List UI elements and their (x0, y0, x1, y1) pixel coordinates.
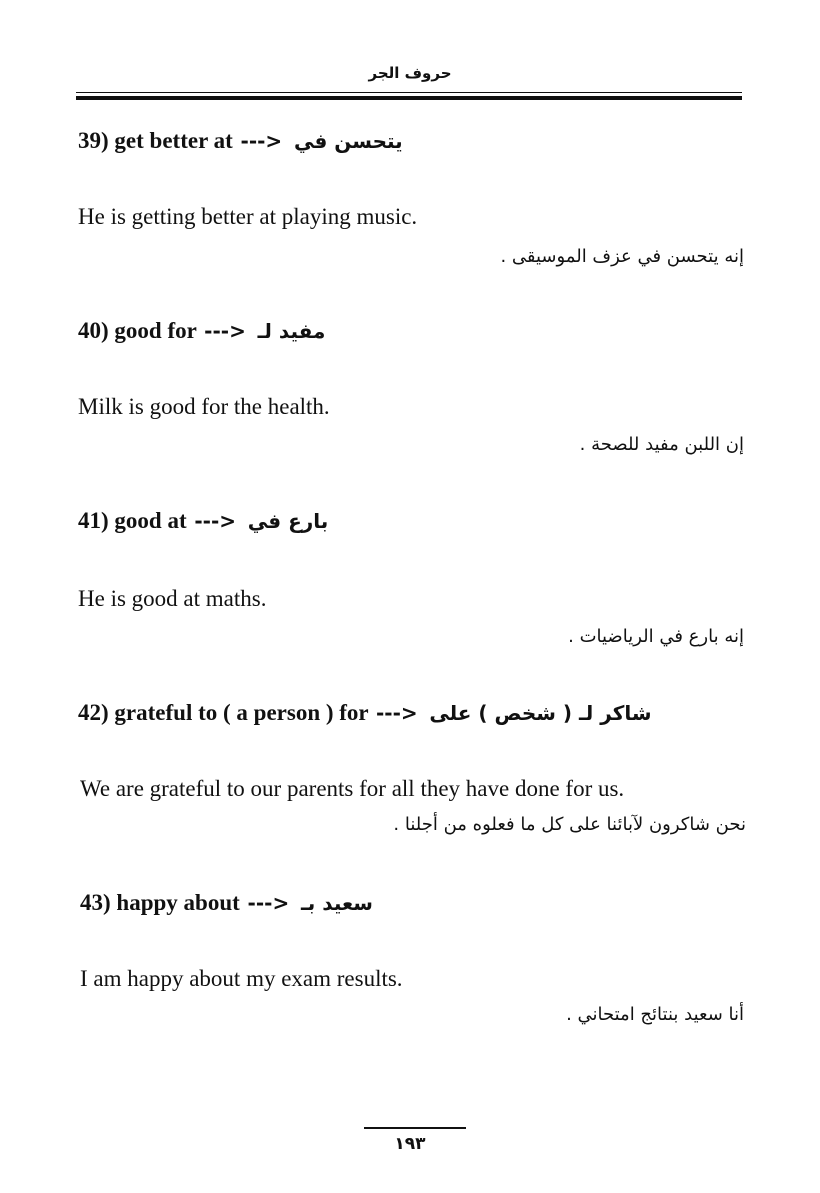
entry-example-43: I am happy about my exam results. (80, 966, 403, 991)
entry-example-39: He is getting better at playing music. (78, 204, 418, 229)
entry-translation-42: نحن شاكرون لآبائنا على كل ما فعلوه من أجلنا . (393, 814, 746, 835)
arrow-icon: ---> (204, 319, 246, 343)
entry-heading-39 (78, 128, 403, 154)
arrow-icon: ---> (247, 891, 290, 915)
entry-heading-42 (78, 700, 652, 726)
entry-heading-40 (78, 318, 325, 344)
entry-heading-43 (80, 890, 373, 916)
entry-example-41: He is good at maths. (78, 586, 267, 611)
entry-number: 40) (78, 318, 109, 343)
header-divider-thin (76, 92, 742, 93)
entry-phrase: good at (114, 508, 187, 533)
entry-translation-41: إنه بارع في الرياضيات . (568, 626, 744, 647)
entry-arabic-meaning: يتحسن في (293, 129, 403, 153)
entry-number: 39) (78, 128, 109, 153)
entry-example-40: Milk is good for the health. (78, 394, 330, 419)
footer-divider (364, 1127, 466, 1129)
entry-heading-41 (78, 508, 328, 534)
entry-arabic-meaning: شاكر لـ ( شخص ) على (429, 701, 652, 725)
arrow-icon: ---> (375, 701, 418, 725)
entry-arabic-meaning: بارع في (247, 509, 329, 533)
running-header-title: حروف الجر (368, 64, 452, 82)
arrow-icon: ---> (194, 509, 237, 533)
entry-number: 43) (80, 890, 111, 915)
entry-number: 41) (78, 508, 109, 533)
entry-phrase: get better at (114, 128, 233, 153)
header-divider-thick (76, 96, 742, 100)
entry-number: 42) (78, 700, 109, 725)
entry-phrase: good for (114, 318, 197, 343)
entry-translation-39: إنه يتحسن في عزف الموسيقى . (500, 246, 744, 267)
entry-phrase: happy about (116, 890, 240, 915)
entry-phrase: grateful to ( a person ) for (114, 700, 369, 725)
arrow-icon: ---> (240, 129, 283, 153)
page-number: ١٩٣ (394, 1134, 426, 1154)
entry-translation-43: أنا سعيد بنتائج امتحاني . (566, 1004, 744, 1025)
entry-example-42: We are grateful to our parents for all they have done for us. (80, 776, 625, 801)
entry-translation-40: إن اللبن مفيد للصحة . (579, 434, 744, 455)
entry-arabic-meaning: مفيد لـ (257, 319, 326, 343)
entry-arabic-meaning: سعيد بـ (300, 891, 373, 915)
